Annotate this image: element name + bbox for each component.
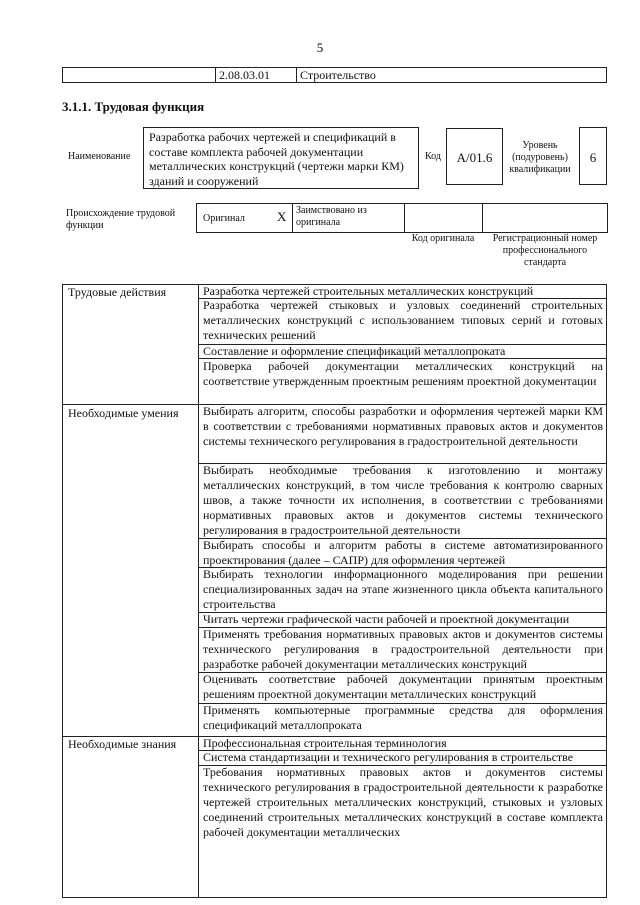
table-cell: Выбирать способы и алгоритм работы в системе автоматизированного проектирования (далее – САПР) для оформления чертежей — [203, 538, 603, 567]
table-cell: Выбирать алгоритм, способы разработки и оформления чертежей марки КМ в соответствии с требованиями нормативных правовых актов и документов системы технического регулирования в градостроительной деятельности — [203, 404, 603, 448]
section-title: 3.1.1. Трудовая функция — [62, 99, 205, 114]
origin-code-caption: Код оригинала — [411, 233, 475, 244]
name-label: Наименование — [68, 151, 131, 162]
function-name: Разработка рабочих чертежей и спецификаций в составе комплекта рабочей документации металлических конструкций (чертежи марки КМ) зданий и сооружений — [143, 127, 419, 189]
group-label-knowledge: Необходимые знания — [68, 737, 177, 751]
level-label: Уровень (подуровень) квалификации — [509, 140, 571, 175]
original-mark: X — [277, 209, 287, 224]
table-cell: Оценивать соответствие рабочей документации принятым проектным решениям проектной документации металлических конструкций — [203, 672, 603, 701]
origin-label: Происхождение трудовой функции — [66, 208, 176, 231]
code-label: Код — [425, 151, 441, 162]
borrowed-label: Заимствовано из оригинала — [296, 205, 367, 228]
table-cell: Система стандартизации и технического регулирования в строительстве — [203, 750, 574, 764]
table-cell: Разработка чертежей строительных металлических конструкций — [203, 284, 534, 298]
table-cell: Применять компьютерные программные средства для оформления спецификаций металлопроката — [203, 703, 603, 732]
table-cell: Читать чертежи графической части рабочей и проектной документации — [203, 612, 570, 626]
classification-code: 2.08.03.01 — [219, 68, 270, 82]
table-cell: Разработка чертежей стыковых и узловых соединений строительных металлических конструкций с использованием типовых серий и готовых технических решений — [203, 298, 603, 342]
table-cell: Требования нормативных правовых актов и документов системы технического регулирования в градостроительной деятельности к разработке чертежей строительных металлических конструкций, стыковых и узловых соединений строительных металлических конструкций в составе комплекта рабочей документации металлических — [203, 765, 603, 839]
group-label-actions: Трудовые действия — [68, 285, 167, 299]
table-cell: Составление и оформление спецификаций металлопроката — [203, 344, 506, 358]
origin-table — [196, 203, 608, 233]
function-code: A/01.6 — [446, 128, 503, 185]
table-cell: Профессиональная строительная терминология — [203, 736, 447, 750]
registration-caption: Регистрационный номер профессионального стандарта — [492, 233, 598, 268]
table-cell: Применять требования нормативных правовых актов и документов системы технического регулирования в градостроительной деятельности при разработке рабочей документации металлических конструкций — [203, 627, 603, 671]
classification-name: Строительство — [300, 68, 376, 82]
table-cell: Выбирать необходимые требования к изготовлению и монтажу металлических конструкций, в том числе требования к контролю сварных швов, а также точности их исполнения, в соответствии с требованиями нормативных правовых актов и документов системы технического регулирования в градостроительной деятельности — [203, 463, 603, 537]
page-number: 5 — [316, 40, 324, 55]
group-label-skills: Необходимые умения — [68, 406, 179, 420]
level-value: 6 — [579, 127, 607, 185]
original-label: Оригинал — [203, 213, 245, 224]
table-cell: Проверка рабочей документации металлических конструкций на соответствие утвержденным проектным решениям проектной документации — [203, 359, 603, 388]
table-cell: Выбирать технологии информационного моделирования при решении специализированных задач на этапе жизненного цикла объекта капитального строительства — [203, 567, 603, 611]
